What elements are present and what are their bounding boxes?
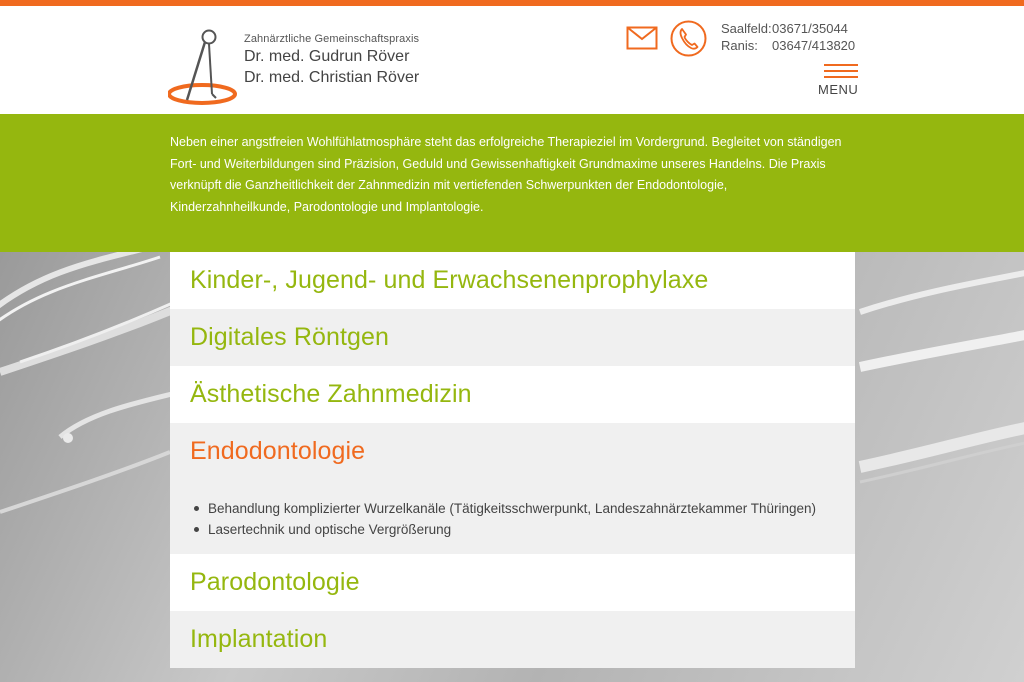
accordion-title: Parodontologie <box>190 568 360 596</box>
phone-row-ranis[interactable] <box>721 37 855 54</box>
list-item: Lasertechnik und optische Vergrößerung <box>208 519 835 540</box>
envelope-icon[interactable] <box>626 26 658 50</box>
doctor-name-1: Dr. med. Gudrun Röver <box>244 48 410 65</box>
location-label: Saalfeld: <box>721 21 772 36</box>
menu-label: MENU <box>818 82 859 97</box>
accordion-item-roentgen[interactable] <box>170 309 855 366</box>
phone-numbers <box>721 20 855 54</box>
intro-section <box>0 114 1024 252</box>
accordion-title: Implantation <box>190 625 328 653</box>
phone-row-saalfeld[interactable] <box>721 20 855 37</box>
accordion-content <box>170 480 855 554</box>
phone-number: 03671/35044 <box>772 21 848 36</box>
accordion-item-parodontologie[interactable] <box>170 554 855 611</box>
bullet-list <box>208 498 835 540</box>
practice-subtitle: Zahnärztliche Gemeinschaftspraxis <box>244 33 420 45</box>
accordion-title: Endodontologie <box>190 437 366 465</box>
site-header <box>0 6 1024 114</box>
phone-number: 03647/413820 <box>772 38 856 53</box>
dental-mirror-icon[interactable] <box>168 28 238 110</box>
accordion-item-aesthetik[interactable] <box>170 366 855 423</box>
accordion-title: Ästhetische Zahnmedizin <box>190 380 472 408</box>
menu-button[interactable] <box>818 64 858 104</box>
accordion-title: Kinder-, Jugend- und Erwachsenenprophylaxe <box>190 266 709 294</box>
accordion-item-implantation[interactable] <box>170 611 855 668</box>
doctor-name-2: Dr. med. Christian Röver <box>244 69 420 86</box>
hamburger-icon <box>818 64 858 78</box>
accordion-title: Digitales Röntgen <box>190 323 390 351</box>
intro-text: Neben einer angstfreien Wohlfühlatmosphäre steht das erfolgreiche Therapieziel im Vordergrund. Begleitet von ständigen Fort- und Weiterbildungen sind Präzision, Geduld und Gewissenhaftigkeit Grundmaxime unseres Handelns. Die Praxis verknüpft die Ganzheitlichkeit der Zahnmedizin mit vertiefenden Schwerpunkten der Endodontologie, Kinderzahnheilkunde, Parodontologie und Implantologie. <box>170 135 842 214</box>
list-item: Behandlung komplizierter Wurzelkanäle (Tätigkeitsschwerpunkt, Landeszahnärztekammer Thüringen) <box>208 498 835 519</box>
accordion-item-prophylaxe[interactable] <box>170 252 855 309</box>
accordion-item-endodontologie[interactable] <box>170 423 855 554</box>
services-accordion <box>170 252 855 682</box>
practice-logo[interactable] <box>244 32 419 88</box>
phone-icon[interactable] <box>670 20 707 57</box>
location-label: Ranis: <box>721 38 758 53</box>
